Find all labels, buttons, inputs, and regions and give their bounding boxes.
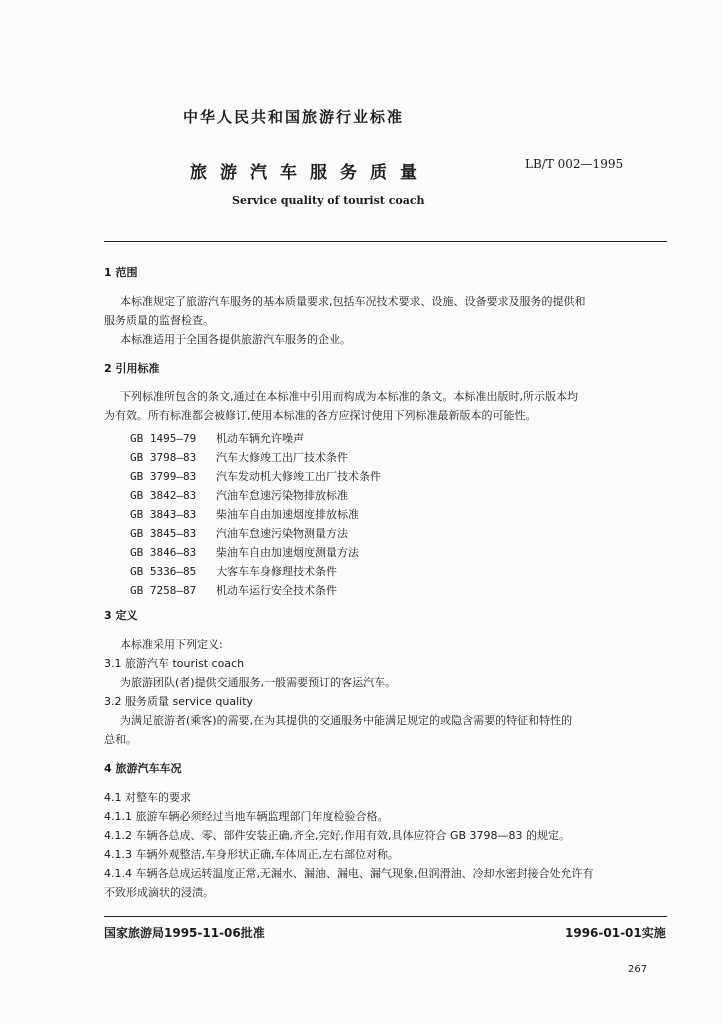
reference-code: GB 7258—87: [130, 584, 197, 597]
effective-date: 1996-01-01实施: [565, 926, 666, 940]
reference-code: GB 3845—83: [130, 527, 197, 540]
section-1-para-2: 本标准适用于全国各提供旅游汽车服务的企业。: [120, 333, 351, 346]
reference-code: GB 5336—85: [130, 565, 197, 578]
reference-item: [130, 525, 348, 541]
clause-4-1-4-cont: 不致形成滴状的浸渍。: [104, 886, 214, 899]
reference-name: 汽油车怠速污染物测量方法: [216, 527, 348, 540]
reference-name: 汽车大修竣工出厂技术条件: [216, 451, 348, 464]
definition-2-text-cont: 总和。: [104, 733, 137, 746]
clause-4-1-2: 4.1.2 车辆各总成、零、部件安装正确,齐全,完好,作用有效,具体应符合 GB 3798—83 的规定。: [104, 829, 571, 842]
section-2-para-1: 下列标准所包含的条文,通过在本标准中引用而构成为本标准的条文。本标准出版时,所示版本均: [120, 390, 578, 403]
reference-item: [130, 506, 359, 522]
reference-name: 汽油车怠速污染物排放标准: [216, 489, 348, 502]
reference-item: [130, 544, 359, 560]
reference-code: GB 3842—83: [130, 489, 197, 502]
definition-2-term: 3.2 服务质量 service quality: [104, 695, 254, 708]
header-divider: [104, 241, 667, 242]
reference-name: 柴油车自由加速烟度测量方法: [216, 546, 359, 559]
english-title: Service quality of tourist coach: [232, 194, 425, 207]
reference-name: 机动车辆允许噪声: [216, 432, 304, 445]
document-title: 旅游汽车服务质量: [190, 163, 430, 183]
clause-4-1-4: 4.1.4 车辆各总成运转温度正常,无漏水、漏油、漏电、漏气现象,但润滑油、冷却水密封接合处允许有: [104, 867, 594, 880]
section-2-heading: 2 引用标准: [104, 362, 160, 375]
section-1-heading: 1 范围: [104, 266, 138, 279]
approval-date: 国家旅游局1995-11-06批准: [104, 926, 265, 940]
reference-name: 机动车运行安全技术条件: [216, 584, 337, 597]
definition-1-text: 为旅游团队(者)提供交通服务,一般需要预订的客运汽车。: [120, 676, 397, 689]
reference-name: 柴油车自由加速烟度排放标准: [216, 508, 359, 521]
reference-code: GB 3843—83: [130, 508, 197, 521]
reference-code: GB 1495—79: [130, 432, 197, 445]
reference-name: 汽车发动机大修竣工出厂技术条件: [216, 470, 381, 483]
section-3-heading: 3 定义: [104, 609, 138, 622]
page-number: 267: [628, 964, 648, 975]
section-4-heading: 4 旅游汽车车况: [104, 762, 182, 775]
section-1-para-1: 本标准规定了旅游汽车服务的基本质量要求,包括车况技术要求、设施、设备要求及服务的提供和: [120, 295, 586, 308]
clause-4-1-3: 4.1.3 车辆外观整洁,车身形状正确,车体周正,左右部位对称。: [104, 848, 399, 861]
reference-item: [130, 430, 304, 446]
definition-2-text: 为满足旅游者(乘客)的需要,在为其提供的交通服务中能满足规定的或隐含需要的特征和特性的: [120, 714, 573, 727]
definition-1-term: 3.1 旅游汽车 tourist coach: [104, 657, 245, 670]
standard-code: LB/T 002—1995: [525, 157, 624, 171]
footer-divider: [104, 916, 667, 917]
section-2-para-1-cont: 为有效。所有标准都会被修订,使用本标准的各方应探讨使用下列标准最新版本的可能性。: [104, 409, 537, 422]
section-3-intro: 本标准采用下列定义:: [120, 638, 223, 651]
reference-code: GB 3798—83: [130, 451, 197, 464]
issuing-organization: 中华人民共和国旅游行业标准: [183, 108, 405, 126]
section-1-para-1-cont: 服务质量的监督检查。: [104, 314, 214, 327]
reference-item: [130, 563, 337, 579]
reference-code: GB 3846—83: [130, 546, 197, 559]
clause-4-1: 4.1 对整车的要求: [104, 791, 191, 804]
clause-4-1-1: 4.1.1 旅游车辆必须经过当地车辆监理部门年度检验合格。: [104, 810, 389, 823]
reference-code: GB 3799—83: [130, 470, 197, 483]
reference-item: [130, 487, 348, 503]
reference-item: [130, 582, 337, 598]
reference-name: 大客车车身修理技术条件: [216, 565, 337, 578]
reference-item: [130, 468, 381, 484]
reference-item: [130, 449, 348, 465]
